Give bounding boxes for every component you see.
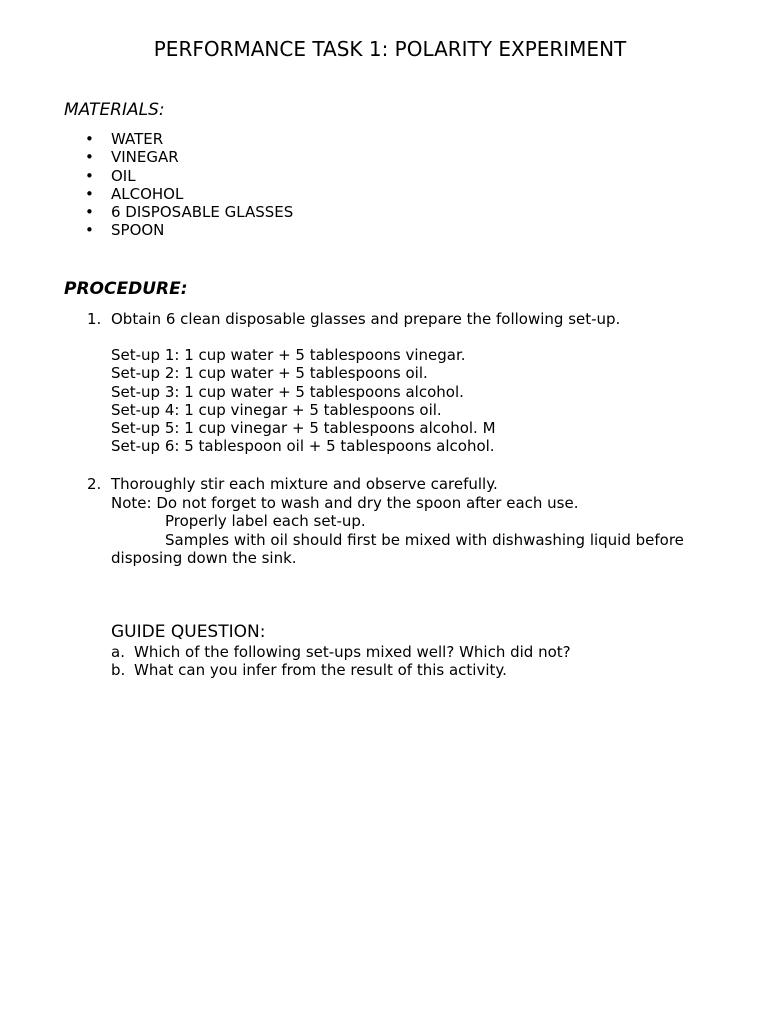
question-text: Which of the following set-ups mixed well? Which did not? — [134, 643, 571, 661]
material-item-label: ALCOHOL — [111, 184, 184, 203]
list-item: Set-up 2: 1 cup water + 5 tablespoons oil. — [111, 364, 428, 383]
list-item — [0, 148, 293, 166]
note-line: Samples with oil should first be mixed with dishwashing liquid before — [165, 530, 684, 549]
list-item — [0, 203, 293, 221]
bullet-icon: • — [85, 184, 94, 203]
step-text: Thoroughly stir each mixture and observe carefully. — [111, 475, 498, 493]
bullet-icon: • — [85, 148, 94, 167]
list-item — [0, 185, 293, 203]
list-item — [0, 130, 293, 148]
question-letter: b. — [111, 661, 126, 680]
material-item-label: WATER — [111, 130, 164, 148]
material-item-label: SPOON — [111, 221, 165, 240]
bullet-icon: • — [85, 130, 94, 148]
bullet-icon: • — [85, 166, 94, 185]
bullet-icon: • — [85, 203, 94, 222]
note-line: disposing down the sink. — [111, 548, 297, 567]
material-item-label: 6 DISPOSABLE GLASSES — [111, 203, 294, 222]
list-item: Set-up 5: 1 cup vinegar + 5 tablespoons alcohol. M — [111, 419, 496, 438]
list-item — [0, 221, 293, 239]
materials-list — [0, 130, 293, 240]
list-item: Set-up 6: 5 tablespoon oil + 5 tablespoons alcohol. — [111, 437, 495, 456]
note-line: Properly label each set-up. — [165, 512, 366, 531]
material-item-label: VINEGAR — [111, 148, 179, 167]
setup-list — [111, 346, 496, 456]
question-letter: a. — [111, 643, 125, 661]
step-text: Obtain 6 clean disposable glasses and prepare the following set-up. — [111, 310, 621, 328]
document-title: PERFORMANCE TASK 1: POLARITY EXPERIMENT — [153, 37, 627, 61]
list-item: Set-up 3: 1 cup water + 5 tablespoons alcohol. — [111, 382, 464, 401]
procedure-heading: PROCEDURE: — [64, 279, 188, 299]
material-item-label: OIL — [111, 166, 136, 185]
note-block — [111, 494, 684, 567]
list-item — [0, 167, 293, 185]
materials-heading: MATERIALS: — [64, 100, 165, 120]
bullet-icon: • — [85, 221, 94, 240]
step-number: 2. — [87, 475, 102, 493]
list-item: Set-up 1: 1 cup water + 5 tablespoons vinegar. — [111, 346, 466, 364]
step-number: 1. — [87, 310, 102, 328]
note-line: Note: Do not forget to wash and dry the spoon after each use. — [111, 494, 579, 512]
question-text: What can you infer from the result of this activity. — [134, 661, 507, 680]
list-item: Set-up 4: 1 cup vinegar + 5 tablespoons oil. — [111, 400, 442, 419]
guide-question-heading: GUIDE QUESTION: — [111, 622, 266, 642]
